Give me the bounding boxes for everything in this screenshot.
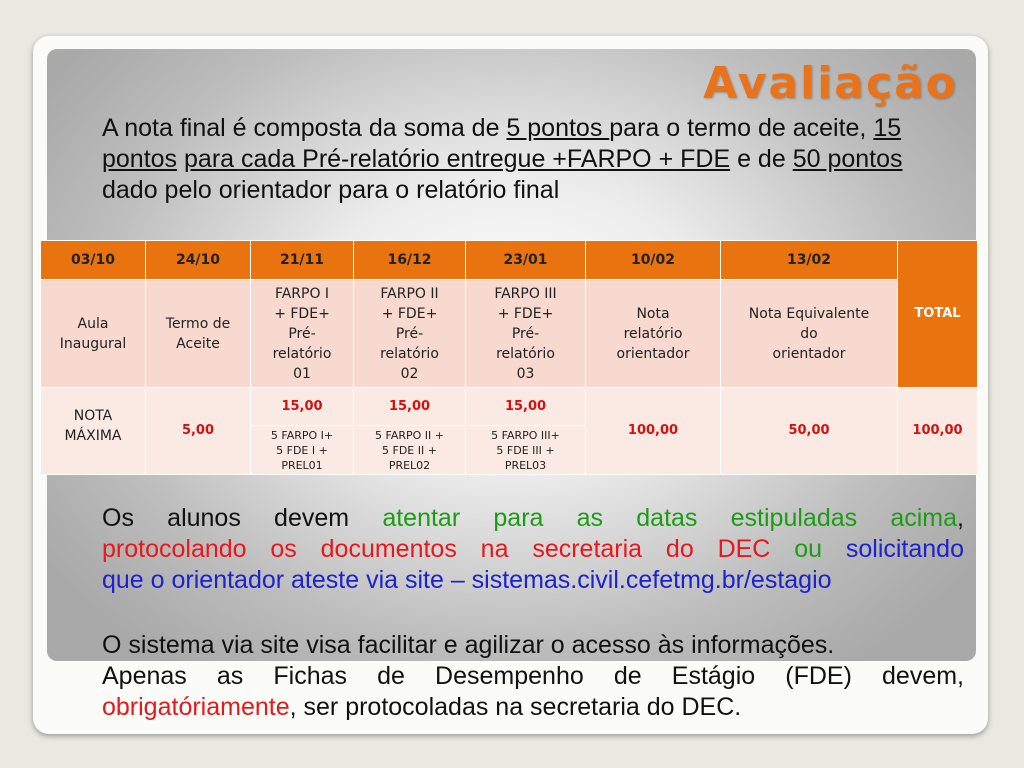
breakdown-farpo-1: 5 FARPO I+ 5 FDE I + PREL01: [251, 426, 354, 475]
value-relatorio: 100,00: [586, 388, 721, 475]
intro-text-3: [177, 145, 184, 173]
date-cell: 13/02: [721, 241, 898, 280]
item-row: [41, 280, 978, 388]
instructions-paragraph: [102, 503, 964, 596]
intro-underline-3: para cada Pré-relatório entregue +FARPO + FDE: [184, 145, 731, 173]
system-note: O sistema via site visa facilitar e agilizar o acesso às informações.: [102, 631, 835, 659]
breakdown-farpo-3: 5 FARPO III+ 5 FDE III + PREL03: [466, 426, 586, 475]
intro-text-2: para o termo de aceite,: [609, 114, 874, 142]
instructions-red-text: protocolando os documentos na secretaria do DEC: [102, 535, 771, 563]
total-header: TOTAL: [898, 241, 978, 388]
intro-paragraph: [102, 113, 964, 206]
fde-note-red-text: obrigatóriamente: [102, 693, 290, 721]
item-termo: Termo de Aceite: [146, 280, 251, 388]
item-farpo-1: FARPO I + FDE+ Pré- relatório 01: [251, 280, 354, 388]
intro-text-1: A nota final é composta da soma de: [102, 114, 507, 142]
item-farpo-2: FARPO II + FDE+ Pré- relatório 02: [354, 280, 466, 388]
value-total: 100,00: [898, 388, 978, 475]
date-cell: 24/10: [146, 241, 251, 280]
date-cell: 21/11: [251, 241, 354, 280]
fde-note: [102, 661, 964, 723]
item-relatorio: Nota relatório orientador: [586, 280, 721, 388]
fde-note-line-2: obrigatóriamente, ser protocoladas na secretaria do DEC.: [102, 693, 742, 721]
breakdown-farpo-2: 5 FARPO II + 5 FDE II + PREL02: [354, 426, 466, 475]
date-cell: 10/02: [586, 241, 721, 280]
instructions-line-1: Os alunos devem atentar para as datas estipuladas acima,: [102, 504, 964, 532]
intro-underline-1: 5 pontos: [506, 114, 610, 142]
instructions-line-2: protocolando os documentos na secretaria do DEC ou solicitando: [102, 535, 964, 563]
fde-note-line-1: Apenas as Fichas de Desempenho de Estágio (FDE) devem,: [102, 662, 964, 690]
date-cell: 16/12: [354, 241, 466, 280]
date-cell: 23/01: [466, 241, 586, 280]
intro-text-4: e de: [730, 145, 793, 173]
value-row: [41, 388, 978, 426]
nota-maxima-label: NOTA MÁXIMA: [41, 388, 146, 475]
date-header-row: [41, 241, 978, 280]
value-equivalente: 50,00: [721, 388, 898, 475]
value-termo: 5,00: [146, 388, 251, 475]
instructions-line-3: que o orientador ateste via site – sistemas.civil.cefetmg.br/estagio: [102, 566, 832, 594]
item-farpo-3: FARPO III + FDE+ Pré- relatório 03: [466, 280, 586, 388]
slide-title: Avaliação: [703, 58, 958, 109]
intro-underline-4: 50 pontos: [792, 145, 903, 173]
evaluation-table: [40, 240, 978, 475]
date-cell: 03/10: [41, 241, 146, 280]
intro-underline-2: 15 pontos: [102, 114, 902, 173]
intro-text-5: dado pelo orientador para o relatório final: [102, 176, 560, 204]
item-aula: Aula Inaugural: [41, 280, 146, 388]
instructions-green-text: atentar para as datas estipuladas acima: [382, 504, 958, 532]
value-farpo-1: 15,00: [251, 388, 354, 426]
value-farpo-2: 15,00: [354, 388, 466, 426]
item-equivalente: Nota Equivalente do orientador: [721, 280, 898, 388]
instructions-blue-text: solicitando: [845, 535, 964, 563]
value-farpo-3: 15,00: [466, 388, 586, 426]
